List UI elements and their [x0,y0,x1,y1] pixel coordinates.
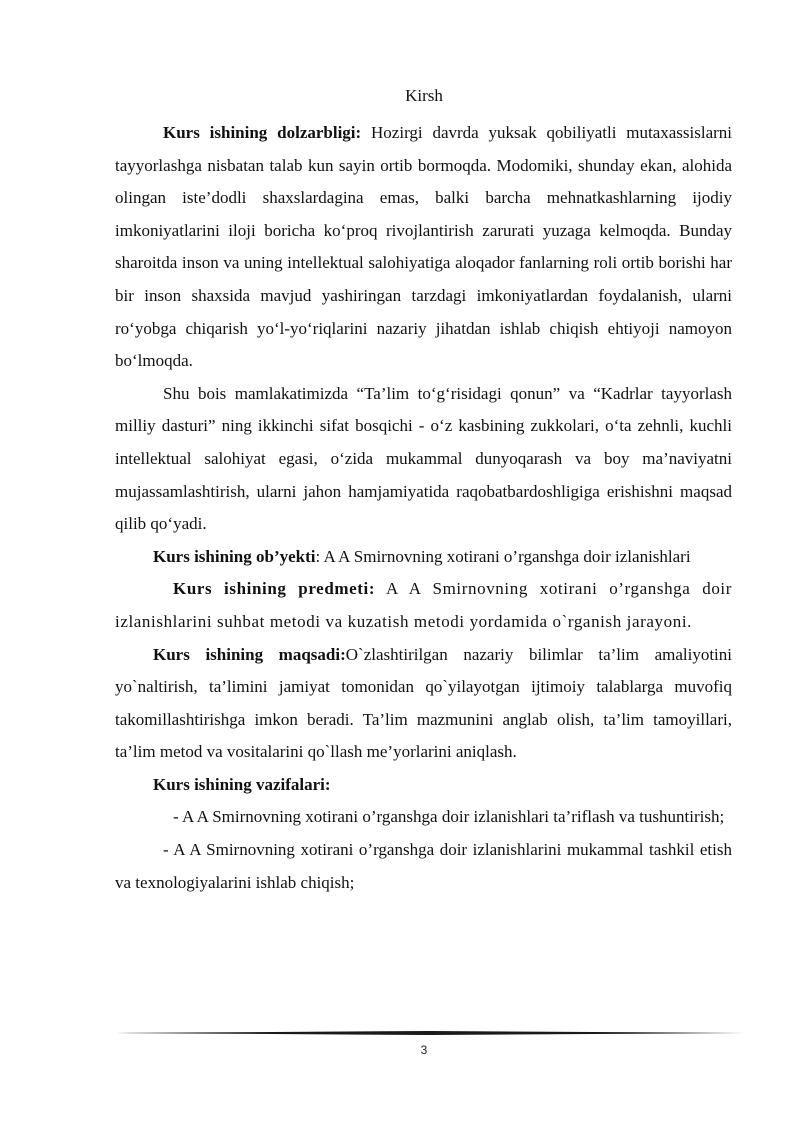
maqsad-label: Kurs ishining maqsadi: [153,644,346,664]
paragraph-dolzarblik [115,117,732,378]
obyekt-text: : A A Smirnovning xotirani o’rganshga doir izlanishlari [315,546,691,566]
footer-rule [116,1031,744,1035]
dolzarblik-text: Hozirgi davrda yuksak qobiliyatli mutaxassislarni tayyorlashga nisbatan talab kun sayin ortib bormoqda. Modomiki, shunday ekan, alohida olingan iste’dodli shaxslardagina emas, balki barcha mehnatkashlarning ijodiy imkoniyatlarini iloji boricha ko‘proq rivojlantirish zarurati yuzaga kelmoqda. Bunday sharoitda inson va uning intellektual salohiyatiga aloqador fanlarning roli ortib borishi har bir inson shaxsida mavjud yashiringan tarzdagi imkoniyatlardan foydalanish, ularni ro‘yobga chiqarish yo‘l-yo‘riqlarini nazariy jihatdan ishlab chiqish ehtiyoji namoyon bo‘lmoqda. [115,123,733,371]
paragraph-shu-bois [115,378,732,541]
paragraph-obyekt [115,541,732,574]
list-item-vazifa-1 [133,801,732,834]
document-body [115,117,732,899]
dolzarblik-label: Kurs ishining dolzarbligi: [163,123,362,142]
predmet-text: A A Smirnovning xotirani o’rganshga doir izlanishlarini suhbat metodi va kuzatish metodi yordamida o`rganish jarayoni. [115,579,733,631]
page-number: 3 [420,1043,428,1057]
obyekt-label: Kurs ishining ob’yekti [153,546,316,566]
paragraph-predmet [115,573,732,638]
vazifa-1-text: - A A Smirnovning xotirani o’rganshga doir izlanishlari ta’riflash va tushuntirish; [173,807,725,827]
paragraph-vazifalar-heading [115,769,732,802]
page-title: Kirsh [405,86,443,105]
vazifa-2-text: - A A Smirnovning xotirani o’rganshga doir izlanishlarini mukammal tashkil etish va texnologiyalarini ishlab chiqish; [115,840,732,892]
list-item-vazifa-2 [115,834,732,899]
maqsad-text: O`zlashtirilgan nazariy bilimlar ta’lim amaliyotini yo`naltirish, ta’limini jamiyat tomonidan qo`yilayotgan ijtimoiy talablarga muvofiq takomillashtirishga imkon beradi. Ta’lim mazmunini anglab olish, ta’lim tamoyillari, ta’lim metod va vositalarini qo`llash me’yorlarini aniqlash. [115,644,732,762]
predmet-label: Kurs ishining predmeti: [173,579,376,599]
shu-bois-text: Shu bois mamlakatimizda “Ta’lim to‘g‘risidagi qonun” va “Kadrlar tayyorlash milliy dasturi” ning ikkinchi sifat bosqichi - o‘z kasbining zukkolari, o‘ta zehnli, kuchli intellektual salohiyat egasi, o‘zida mukammal dunyoqarash va boy ma’naviyatni mujassamlashtirish, ularni jahon hamjamiyatida raqobatbardoshligiga erishishni maqsad qilib qo‘yadi. [115,383,732,534]
paragraph-maqsad [115,639,732,769]
vazifalar-label: Kurs ishining vazifalari: [153,774,331,794]
footer-rule-shape [116,1031,744,1035]
